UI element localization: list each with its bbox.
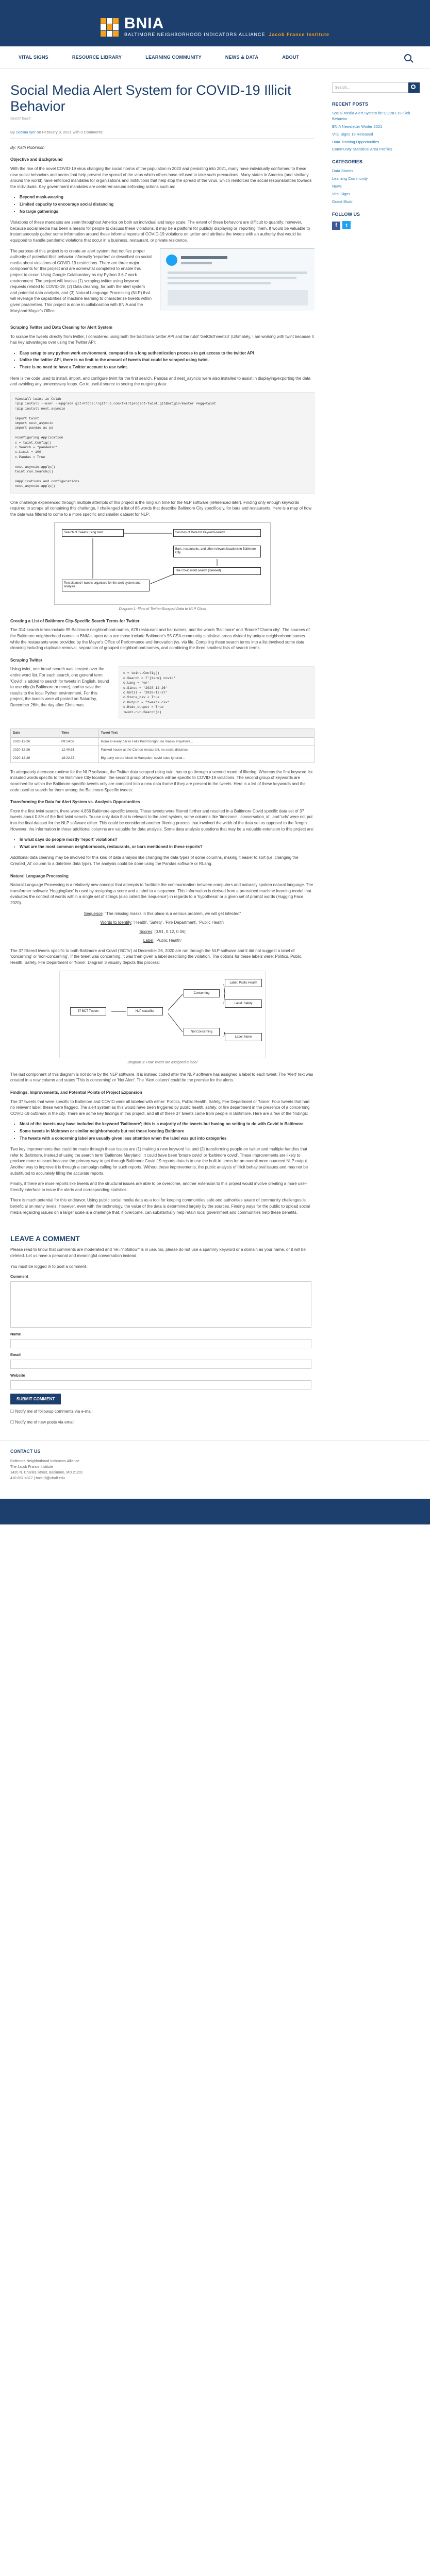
formula-words: Words to Identify: 'Health', 'Safety', 'Fire Department', 'Public Health' <box>100 920 225 925</box>
category-link[interactable]: Learning Community <box>332 176 368 181</box>
bottom-bar <box>0 1499 430 1524</box>
flow-caption: Diagram 3: How Tweet are assigned a label <box>127 1060 197 1064</box>
paragraph: The 314 search terms include 99 Baltimore neighborhood names, 678 restaurant and bar names, and the words 'Baltimore' and 'Bmore'/'Charm city'. The sources of the Baltimore neighborhood names in BNIA's open data are those include Baltimore's 55 CSA community statistical areas divided by unique neighborhood names while the restaurants were provided by the Mayor's Office of Performance and Innovation (vs. via file. Compiling these search terms into a list involved some data cleaning including duplicate removal, separation of grouped neighborhood names, and combining the three smallest lists of search terms. <box>10 628 310 651</box>
author-link[interactable]: Seema Iyer <box>15 129 36 134</box>
paragraph: Two key improvements that could be made through these issues are (1) making a new keyword list and (2) transforming people on twitter and multiple handles that refer to Baltimore. Instead of using the search term 'Baltimore Maryland', it could have been 'bmore covid' or 'baltimore covid'. These improvements are likely to produce more relevant because the primary way to get through Baltimore Covid-19 reports data is to use the built-in terms for an overall more nuanced NLP output. Another way to improve it is through a campaign calling for such reports. Without these improvements, the public analysis of illicit behavioral issues and may not be substituted to accurately filling the accurate reports. <box>10 1147 308 1176</box>
sidebar-heading-recent: RECENT POSTS <box>332 101 369 107</box>
comment-textarea[interactable] <box>10 1281 311 1328</box>
formula-sequence: Sequence: "The missing masks in this place is a serious problem, we will get infected" <box>84 911 241 916</box>
bullet-list: • In what days do people mostly 'report' violations? • What are the most common neighborhoods, restaurants, or bars mentioned in these reports? <box>20 837 315 850</box>
twitter-icon[interactable]: t <box>342 221 351 229</box>
website-label: Website <box>10 1372 25 1378</box>
logo-big: BNIA <box>124 15 164 32</box>
article-category: Guest Blurb <box>10 116 31 121</box>
nav-resource-library[interactable]: RESOURCE LIBRARY <box>72 54 122 60</box>
recent-post-link[interactable]: Data Training Opportunities <box>332 139 379 144</box>
nav-vital-signs[interactable]: VITAL SIGNS <box>19 54 48 60</box>
flow-box: NLP classifier <box>127 1007 163 1016</box>
footer-line: 1420 N. Charles Street, Baltimore, MD 21201 <box>10 1470 83 1475</box>
code-block: #install twint in Colab !pip install --user --upgrade git+https://github.com/twintproject/twint.git@origin/master #egg=twint !pip install nest_asyncio import twint import nest_asyncio import pandas as pd #configuring Application c = twint.Config() c.Search = "pandemic" c.Limit = 100 c.Pandas = True nest_asyncio.apply() twint.run.Search(c) #Applications and configurations nest_asyncio.apply() <box>10 392 315 494</box>
diagram-box: Text cleaned / tweets organized for the alert system and analysis <box>62 580 150 592</box>
paragraph: From the first twint search, there were 4,856 Baltimore-specific tweets. These tweets were filtered further and resulted in a Baltimore Covid specific data set of 37 tweets about 0.8% of the first twint search. To use only data that is relevant to the alert system, some columns like 'timezone', 'conversation_id', and 'urls' were not put into the final dataset for the NLP software either. This could be considered another filtering process that involved the width of the data set as opposed to the 'length'. However, the information in these additional columns are valuable for data analysis. Some data analysis questions that may be a valuable extension to this project are: <box>10 808 315 832</box>
diagram-box: Sources of Data for Keyword-search <box>173 529 261 537</box>
recent-post-link[interactable]: Vital Signs 19 Released <box>332 131 373 137</box>
footer-line: The Jacob France Institute <box>10 1465 53 1469</box>
formula-label: Label: 'Public Health' <box>143 938 182 943</box>
tweet-illustration <box>160 249 315 311</box>
section-scrape-twitter: Scraping Twitter <box>10 657 43 663</box>
label-flow-diagram <box>59 971 266 1058</box>
footer-heading: CONTACT US <box>10 1449 41 1454</box>
paragraph: The 37 filtered tweets specific to both Baltimore and Covid (‘BCTs’) at December 26, 2020 are ran through the NLP software and it did not suggest a label of 'concerning' or 'non-concerning'. If the tweet was concerning, it was then given a label describing the violation. The options for these labels were: Politics, Public Health, Safety, Fire Department or 'None'. Diagram 3 visually depicts this process: <box>10 948 302 965</box>
sidebar-search <box>332 82 420 93</box>
paragraph: The 37 tweets that were specific to Baltimore and COVID were all labeled with either: Politics, Public Health, Safety, Fire Department or 'None'. Four tweets that had no relevant label; these were flagged. The alert system as this would have been triggered by public health, safety, or fire department in the presence of a concerning COVID-19 outbreak in the city. There are some key findings in this project, and all of these 37 tweets came from people in Baltimore. Here are a few of the findings: <box>10 1099 310 1116</box>
paragraph: Finally, if there are more reports like tweets and the structural issues are able to be overcome, another extension to this project would involve creating a more user-friendly interface to issue the alerts and corresponding statistics. <box>10 1181 308 1192</box>
search-icon[interactable] <box>404 54 411 61</box>
category-link[interactable]: News <box>332 184 342 189</box>
top-band <box>0 0 430 8</box>
page-title: Social Media Alert System for COVID-19 Illicit Behavior <box>10 82 291 114</box>
tweets-table: Date Time Tweet Text 2020-12-26 09:14:02 Rona at every bar in Fells Point tonight, no masks anywhere... 2020-12-26 12:40:51 Packed house at the Canton restaurant, no social distance... 2020-12-26 18:22:37 Big party on our block in Hampden, covid rules ignored... <box>10 728 315 763</box>
search-icon <box>411 84 416 89</box>
flow-box: Concerning <box>184 989 220 998</box>
category-link[interactable]: Vital Signs <box>332 191 351 196</box>
meta-text: on February 9, 2021 with 0 Comments <box>37 129 103 134</box>
sidebar <box>332 82 420 1220</box>
nav-learning-community[interactable]: LEARNING COMMUNITY <box>145 54 202 60</box>
name-label: Name <box>10 1332 21 1337</box>
bullet-list: • Beyond mask-wearing • Limited capacity to encourage social distancing • No large gatherings <box>20 194 315 214</box>
category-link[interactable]: Data Stories <box>332 168 354 174</box>
recent-post-link[interactable]: Community Statistical Area Profiles <box>332 147 392 152</box>
diagram-box: Search of Tweets using twint <box>62 529 124 537</box>
section-scraping: Scraping Twitter and Data Cleaning for Alert System <box>10 325 112 330</box>
comment-label: Comment <box>10 1274 28 1279</box>
footer <box>0 1440 430 1488</box>
comment-section <box>0 1233 322 1425</box>
logo-small-b: Jacob France Institute <box>269 32 330 38</box>
diagram-box: Bars, restaurants, and other relevant locations in Baltimore City <box>173 546 261 558</box>
article <box>10 82 315 1220</box>
notify-followup: ☐ Notify me of followup comments via e-mail <box>10 1409 93 1414</box>
twitter-screenshot <box>160 248 315 310</box>
section-creating: Creating a List of Baltimore City-Specific Search Terms for Twitter <box>10 618 140 623</box>
paragraph: The purpose of this project is to create an alert system that notifies proper authority of potential illicit behavior informally 'reported' or described on social media about violations of COVID-19 restrictions. There are three major components for this project and are somewhat completed to enable this project to occur: Using Google Colaboratory as my Python 3.6.7 work environment. The project will involve (1) scraping twitter using keyword requests related to COVID-19, (2) Data cleaning, for both the alert system and potential data analysis, and (3) Natural Language Processing (NLP) that will leverage the capabilities of machine learning to characterize tweets within given parameters. This project is done in collaboration with BNIA and the Maryland Mayor's Office. <box>10 248 152 313</box>
category-link[interactable]: Guest Blurb <box>332 199 353 204</box>
flow-diagram <box>54 522 271 605</box>
recent-post-link[interactable]: Social Media Alert System for COVID-19 Illicit Behavior <box>332 111 410 121</box>
bullet-list: • Easy setup to any python work environment, compared to a long authentication process to get access to the twitter API • Unlike the twitter API, there is no limit to the amount of tweets that could be scraped using twint. • There is no need to have a Twitter account to use twint. <box>20 350 315 370</box>
diagram-box: The Covid word search (cleaned) <box>173 567 261 575</box>
code-block: c = twint.Config() c.Search = f'{term} covid' c.Lang = 'en' c.Since = '2020-12-26' c.Until = '2020-12-27' c.Store_csv = True c.Output = "tweets.csv" c.Hide_output = True twint.run.Search(c) <box>119 666 315 719</box>
nav-about[interactable]: ABOUT <box>282 54 300 60</box>
comment-heading: LEAVE A COMMENT <box>10 1234 80 1243</box>
section-nlp: Natural Language Processing <box>10 873 69 878</box>
flow-box: 37 BCT Tweets <box>70 1007 106 1016</box>
footer-line: Baltimore Neighborhood Indicators Alliance <box>10 1459 79 1463</box>
byline: By: Kath Robinson <box>10 145 45 150</box>
table-row: 2020-12-26 09:14:02 Rona at every bar in Fells Point tonight, no masks anywhere... <box>11 737 315 745</box>
section-objective: Objective and Background <box>10 157 63 162</box>
search-button[interactable] <box>408 82 420 93</box>
paragraph: The last component of this diagram is not done by the NLP software. It is instead coded after the NLP software has assigned a label to each tweet. The 'Alert' text was created in a new column and states 'This is concerning' or 'Not Alert'. The 'Alert column' could be the premise for the alerts. <box>10 1072 313 1083</box>
paragraph: There is much potential for this endeavor. Using public social media data as a tool for keeping communities safe and authorities aware of community challenges is beneficial on many levels. However, even with the technology, the value of the data is determined largely by the sources. Finding ways for the public to upload social media regarding issues on a larger scale is a challenge that, if overcome, can substantially help retain local government and communities help these benefits. <box>10 1198 310 1215</box>
flow-box: Label: None <box>225 1033 262 1042</box>
logo-small-a: BALTIMORE NEIGHBORHOOD INDICATORS ALLIANCE <box>124 32 266 38</box>
diagram-caption: Diagram 1: Flow of Twitter-Scraped Data to NLP Class <box>119 607 206 611</box>
site-logo[interactable] <box>101 16 329 38</box>
recent-post-link[interactable]: BNIA Newsletter Winter 2021 <box>332 124 383 129</box>
paragraph: Violations of these mandates are seen throughout America on both an individual and large scale. The extent of these behaviors are difficult to quantify; however, because social media has been a means for people to discuss these violations, it may be a platform for publicly displaying or 'reporting' them. It would be valuable to instantaneously gather some information around these informal reports of COVID-19 violations on twitter and attribute the tweets with an authority that would be equipped to handle pandemic violations that occur in a business, restaurant, or private residence. <box>10 220 310 243</box>
main-nav <box>0 46 430 69</box>
paragraph: Here is the code used to install, import, and configure twint for the first search. Pandas and nest_asyncio were also installed to assist in displaying/exporting the data and avoiding any unnecessary loops. Go to useful source to seeing the outgoing data: <box>10 376 311 387</box>
section-transform: Transforming the Data for Alert System vs. Analysis Opportunities <box>10 800 140 805</box>
bullet-list: • Most of the tweets may have included the keyword 'Baltimore'; this is a majority of the tweets but having no setting to do with Covid in Baltimore • Some tweets in Mobtown or similar neighborhoods but not those locating Baltimore • The tweets with a concerning label are usually given less attention when the label was put into categories <box>20 1121 315 1141</box>
notify-posts: ☐ Notify me of new posts via email <box>10 1419 75 1425</box>
nav-news-data[interactable]: NEWS & DATA <box>225 54 259 60</box>
facebook-icon[interactable]: f <box>332 222 340 230</box>
flow-box: Label: Safety <box>225 999 262 1008</box>
submit-comment-button[interactable]: SUBMIT COMMENT <box>10 1394 61 1405</box>
paragraph: To scrape the tweets directly from twitter, I considered using both the traditional twitter API and the rutof 'GetOldTweets3' (Ultimately, I am working with twint because it has key advantages over using the Twitter API: <box>10 334 314 345</box>
sidebar-heading-categories: CATEGORIES <box>332 159 362 165</box>
search-input[interactable] <box>332 82 408 93</box>
name-input[interactable] <box>10 1339 311 1348</box>
article-meta: By Seema Iyer on February 9, 2021 with 0 Comments <box>10 127 315 139</box>
social-links <box>332 221 420 230</box>
table-row: 2020-12-26 12:40:51 Packed house at the Canton restaurant, no social distance... <box>11 745 315 754</box>
paragraph: One challenge experienced through multiple attempts of this project is the long run time for the NLP software (referenced later). Finding only enough keywords required to scrape all containing this challenge, I challenged a list of 86 words that describe Baltimore City specifically, for bars and restaurants. Here is a map of how the data was filtered to come to a more specific and smaller dataset for NLP: <box>10 500 312 517</box>
site-banner <box>0 8 430 46</box>
paragraph: Using twint, one broad search was iterated over the entire word list. For each search, one general term 'Covid' is added to search for tweets in English, bound to one city (in Baltimore or more), and to save the results to the local Python environment. For this project, the tweets were all posted on Saturday, December 26th, the day after Christmas. <box>10 667 109 707</box>
formula-scores: Scores: [0.91, 0.12, 0.06] <box>139 929 186 934</box>
comment-note: Please read to know that comments are moderated and 'rel="nofollow"' is in use. So, please do not use a spammy keyword or a domain as your name, or it will be deleted. Let us have a personal and meaningful conversation instead. <box>10 1247 306 1258</box>
paragraph: To adequately decrease runtime for the NLP software, the Twitter data scraped using twint has to go through a second round of filtering. Whereas the first keyword list included words specific to the Baltimore City location, the second group of keywords will be specific to COVID-19 violations. The second group of keywords are searched for within the Baltimore-specific tweets only are compiled into a new data frame if they are present in the tweets. Here is a list of these keywords and the code used to search for them among the Baltimore-Specific tweets: <box>10 769 313 792</box>
paragraph: With the rise of the novel COVID-19 virus changing the social norms of the population in 2020 and persisting into 2021, many have individually conformed to these new social behaviors and norms that help prevent the spread of the virus which others have refused to take such precautions. Many states in America (and similarly around the world) have enforced mandates for organizations and institutions that help stop the spread of the virus, which reinforces the social responsibilities towards the individuals. Key government mandates are centered around enforcing actions such as: <box>10 166 312 189</box>
logged-in-note: You must be logged in to post a comment. <box>10 1264 88 1269</box>
paragraph: Additional data cleaning may be involved for this kind of data analysis like changing the data types of some columns, making it easier to sort (i.e. changing the Created_At' column to a datetime data type). The analysis could be done using the Pandas software or RLang. <box>10 855 299 866</box>
email-label: Email <box>10 1352 21 1357</box>
paragraph: Natural Language Processing is a relatively new concept that attempts to facilitate the communication between computers and naturally spoken natural language. The transformer software 'Huggingface' is used by assigning a score and a label to a sequence. This information is derived from a pretrained machine learning model that evaluates the context of words within a single set of strings (also called the 'sequence') in regards to a 'hypothesis' or a given set of prompt words (Hugging Face, 2020). <box>10 883 313 905</box>
footer-line: 410-837-4377 | bnia-jfi@ubalt.edu <box>10 1477 65 1481</box>
flow-box: Label: Public Health <box>225 979 262 988</box>
logo-mark <box>101 18 119 37</box>
flow-box: Not Concerning <box>184 1028 220 1037</box>
table-row: 2020-12-26 18:22:37 Big party on our block in Hampden, covid rules ignored... <box>11 754 315 762</box>
sidebar-heading-follow: FOLLOW US <box>332 211 360 217</box>
email-input[interactable] <box>10 1360 311 1369</box>
website-input[interactable] <box>10 1380 311 1389</box>
section-findings: Findings, Improvements, and Potential Points of Project Expansion <box>10 1090 142 1095</box>
